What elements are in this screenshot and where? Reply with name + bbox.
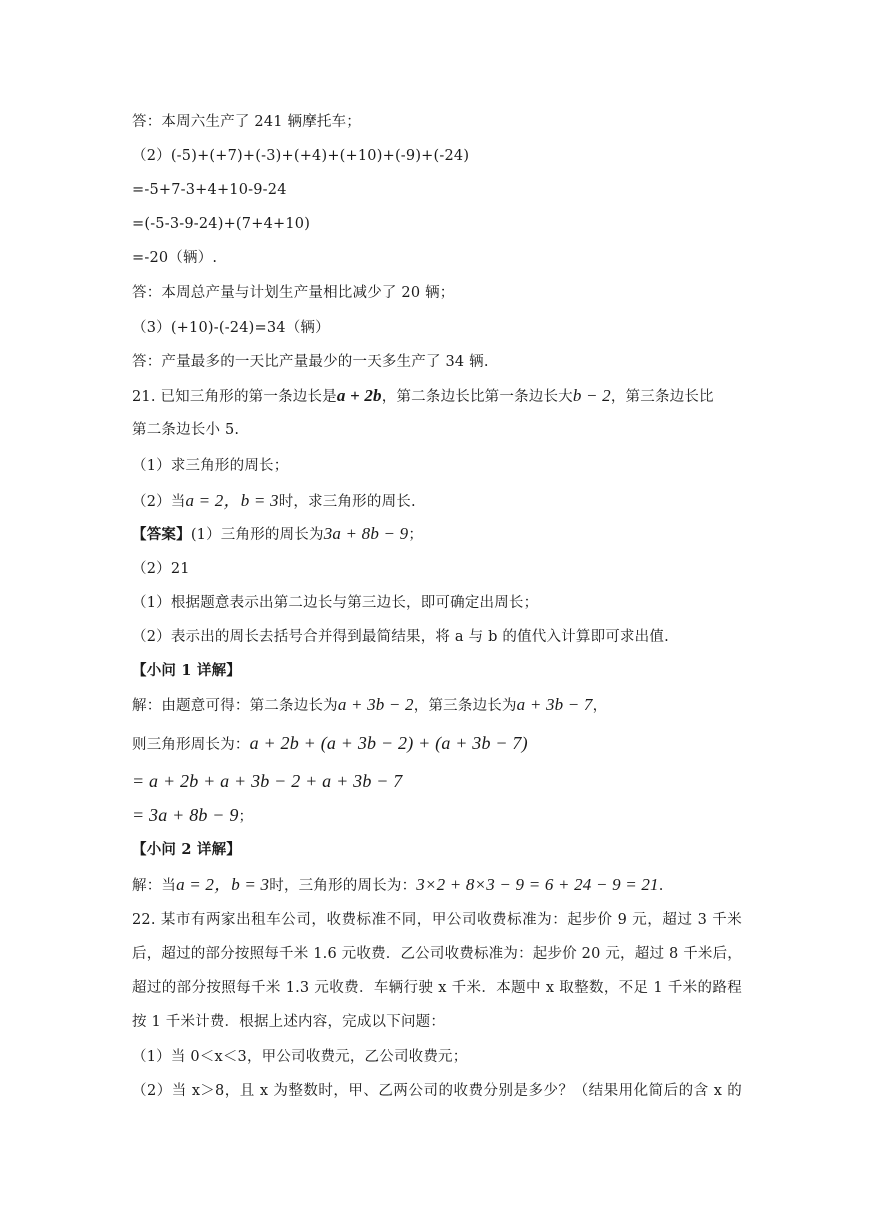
sol-math-third-side: a + 3b − 7 bbox=[516, 695, 593, 714]
solution-line-evaluate bbox=[132, 875, 742, 896]
solution-line-sides bbox=[132, 695, 742, 716]
question-21-part1: （1）求三角形的周长； bbox=[132, 458, 289, 474]
sol-eval-end: . bbox=[658, 878, 664, 894]
question-22-line2: 后，超过的部分按照每千米 1.6 元收费．乙公司收费标准为：起步价 20 元，超过 8 千米后， bbox=[132, 946, 742, 962]
part2-expression: （2）(-5)+(+7)+(-3)+(+4)+(+10)+(-9)+(-24) bbox=[132, 148, 470, 164]
answer-math-perimeter: 3a + 8b − 9 bbox=[323, 524, 409, 543]
sol-perimeter-prefix: 则三角形周长为： bbox=[132, 737, 250, 753]
sol-eval-prefix: 解：当 bbox=[132, 878, 177, 894]
sol-sides-end: ， bbox=[592, 698, 608, 714]
q21-text-prefix: 21. 已知三角形的第一条边长是 bbox=[132, 389, 337, 405]
question-22-line4: 按 1 千米计费．根据上述内容，完成以下问题： bbox=[132, 1014, 446, 1030]
answer-heading-line bbox=[132, 524, 742, 545]
q21-math-first-side: a + 2b bbox=[336, 386, 382, 405]
question-22-line3: 超过的部分按照每千米 1.3 元收费．车辆行驶 x 千米．本题中 x 取整数，不足 1 千米的路程 bbox=[132, 980, 742, 996]
question-22-part1: （1）当 0＜x＜3，甲公司收费元，乙公司收费元； bbox=[132, 1049, 468, 1065]
question-21-part2 bbox=[132, 491, 742, 512]
part3-expression: （3）(+10)-(-24)=34（辆） bbox=[132, 320, 330, 336]
q21-text-mid: ，第二条边长比第一条边长大 bbox=[381, 389, 573, 405]
sol-math-expand: = a + 2b + a + 3b − 2 + a + 3b − 7 bbox=[132, 771, 403, 791]
answer-end: ； bbox=[408, 527, 424, 543]
subquestion-1-heading: 【小问 1 详解】 bbox=[132, 662, 241, 679]
sol-eval-values: a = 2，b = 3 bbox=[176, 875, 270, 894]
step-group: =(-5-3-9-24)+(7+4+10) bbox=[132, 216, 311, 232]
question-21-line1 bbox=[132, 386, 742, 407]
answer-tag: 【答案】 bbox=[132, 526, 191, 543]
question-21-line2: 第二条边长小 5. bbox=[132, 422, 240, 438]
q21p2-text-suffix: 时，求三角形的周长. bbox=[278, 494, 416, 510]
step-expand: =-5+7-3+4+10-9-24 bbox=[132, 182, 287, 198]
q21-text-suffix: ，第三条边长比 bbox=[610, 389, 714, 405]
question-22-part2: （2）当 x＞8，且 x 为整数时，甲、乙两公司的收费分别是多少？（结果用化简后的含 x 的 bbox=[132, 1083, 742, 1099]
q21-math-diff: b − 2 bbox=[572, 386, 611, 405]
solution-line-perimeter bbox=[132, 733, 742, 755]
question-22-line1: 22. 某市有两家出租车公司，收费标准不同，甲公司收费标准为：起步价 9 元，超过 3 千米 bbox=[132, 912, 742, 928]
answer-text: (1）三角形的周长为 bbox=[190, 527, 324, 543]
solution-line-expand bbox=[132, 771, 742, 793]
answer-line-saturday: 答：本周六生产了 241 辆摩托车； bbox=[132, 114, 361, 130]
sol-math-simplified: = 3a + 8b − 9 bbox=[132, 805, 239, 825]
sol-simplified-end: ； bbox=[238, 809, 254, 825]
answer-line-total: 答：本周总产量与计划生产量相比减少了 20 辆； bbox=[132, 285, 455, 301]
sol-math-second-side: a + 3b − 2 bbox=[337, 695, 414, 714]
sol-sides-mid: ，第三条边长为 bbox=[413, 698, 517, 714]
q21p2-text-prefix: （2）当 bbox=[132, 494, 186, 510]
sol-sides-prefix: 解：由题意可得：第二条边长为 bbox=[132, 698, 338, 714]
subquestion-2-heading: 【小问 2 详解】 bbox=[132, 841, 241, 858]
solution-line-simplified bbox=[132, 805, 742, 827]
analysis-part1: （1）根据题意表示出第二边长与第三边长，即可确定出周长； bbox=[132, 595, 539, 611]
answer-part2: （2）21 bbox=[132, 561, 190, 577]
step-result: =-20（辆）. bbox=[132, 250, 218, 266]
sol-eval-mid: 时，三角形的周长为： bbox=[269, 878, 417, 894]
answer-line-difference: 答：产量最多的一天比产量最少的一天多生产了 34 辆. bbox=[132, 354, 489, 370]
q21p2-math-values: a = 2，b = 3 bbox=[185, 491, 279, 510]
sol-eval-math: 3×2 + 8×3 − 9 = 6 + 24 − 9 = 21 bbox=[416, 875, 659, 894]
sol-math-perimeter-sum: a + 2b + (a + 3b − 2) + (a + 3b − 7) bbox=[249, 733, 528, 753]
analysis-part2: （2）表示出的周长去括号合并得到最简结果，将 a 与 b 的值代入计算即可求出值. bbox=[132, 629, 669, 645]
